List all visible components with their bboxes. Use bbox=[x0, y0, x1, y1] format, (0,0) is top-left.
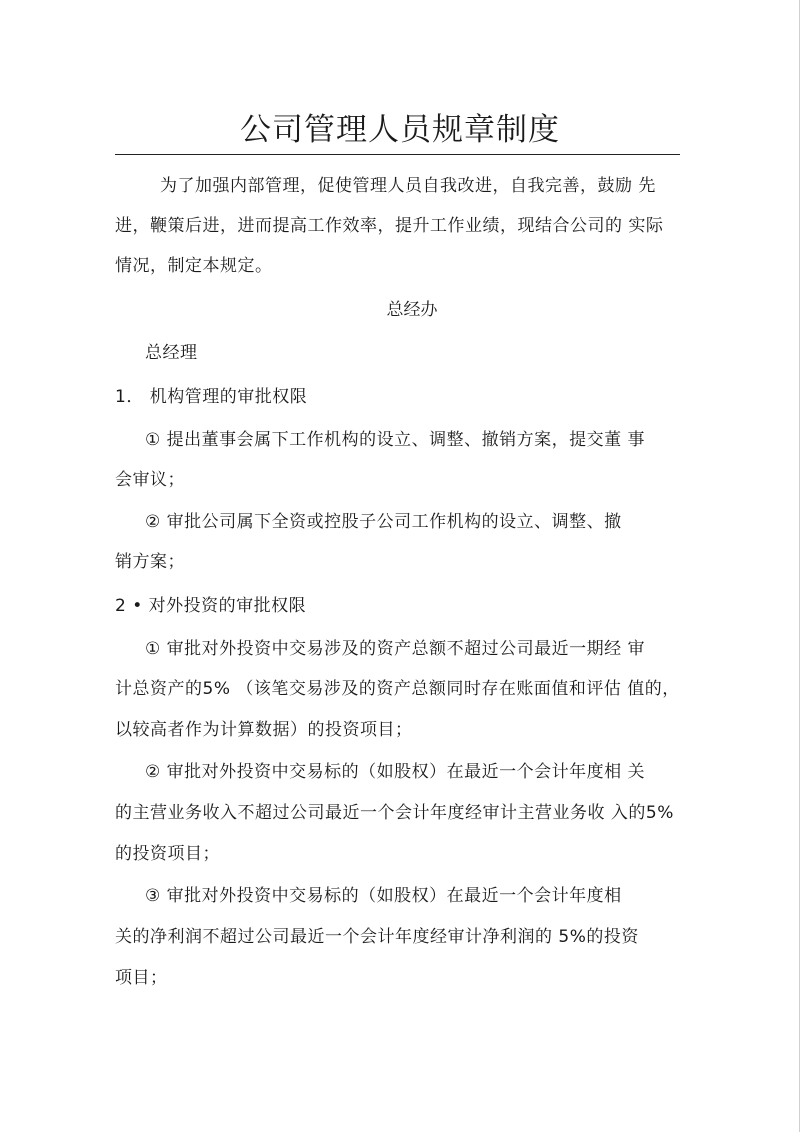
list-item: 以较高者作为计算数据）的投资项目； bbox=[115, 720, 413, 740]
list-item: 2 • 对外投资的审批权限 bbox=[115, 596, 307, 616]
list-item: 会审议； bbox=[115, 470, 185, 490]
intro-line-1: 为了加强内部管理，促使管理人员自我改进，自我完善，鼓励 先 bbox=[160, 176, 656, 196]
list-item: 的主营业务收入不超过公司最近一个会计年度经审计主营业务收 入的5% bbox=[115, 803, 674, 823]
list-item: 关的净利润不超过公司最近一个会计年度经审计净利润的 5%的投资 bbox=[115, 927, 639, 947]
role-heading: 总经理 bbox=[145, 343, 198, 363]
list-item: 计总资产的5% （该笔交易涉及的资产总额同时存在账面值和评估 值的， bbox=[115, 679, 680, 699]
intro-line-2: 进，鞭策后进，进而提高工作效率，提升工作业绩，现结合公司的 实际 bbox=[115, 216, 664, 236]
list-item: 销方案； bbox=[115, 552, 185, 572]
intro-line-3: 情况，制定本规定。 bbox=[115, 256, 273, 276]
list-item: 项目； bbox=[115, 968, 168, 988]
list-item: ① 审批对外投资中交易涉及的资产总额不超过公司最近一期经 审 bbox=[145, 639, 646, 659]
document-title: 公司管理人员规章制度 bbox=[240, 112, 560, 148]
title-underline bbox=[115, 154, 680, 155]
list-item: ② 审批对外投资中交易标的（如股权）在最近一个会计年度相 关 bbox=[145, 762, 646, 782]
list-item: ③ 审批对外投资中交易标的（如股权）在最近一个会计年度相 bbox=[145, 886, 622, 906]
section-title: 总经办 bbox=[386, 300, 438, 320]
list-item: 的投资项目； bbox=[115, 844, 220, 864]
list-item: ① 提出董事会属下工作机构的设立、调整、撤销方案，提交董 事 bbox=[145, 430, 646, 450]
list-item: ② 审批公司属下全资或控股子公司工作机构的设立、调整、撤 bbox=[145, 512, 622, 532]
list-item: 1． 机构管理的审批权限 bbox=[115, 387, 308, 407]
